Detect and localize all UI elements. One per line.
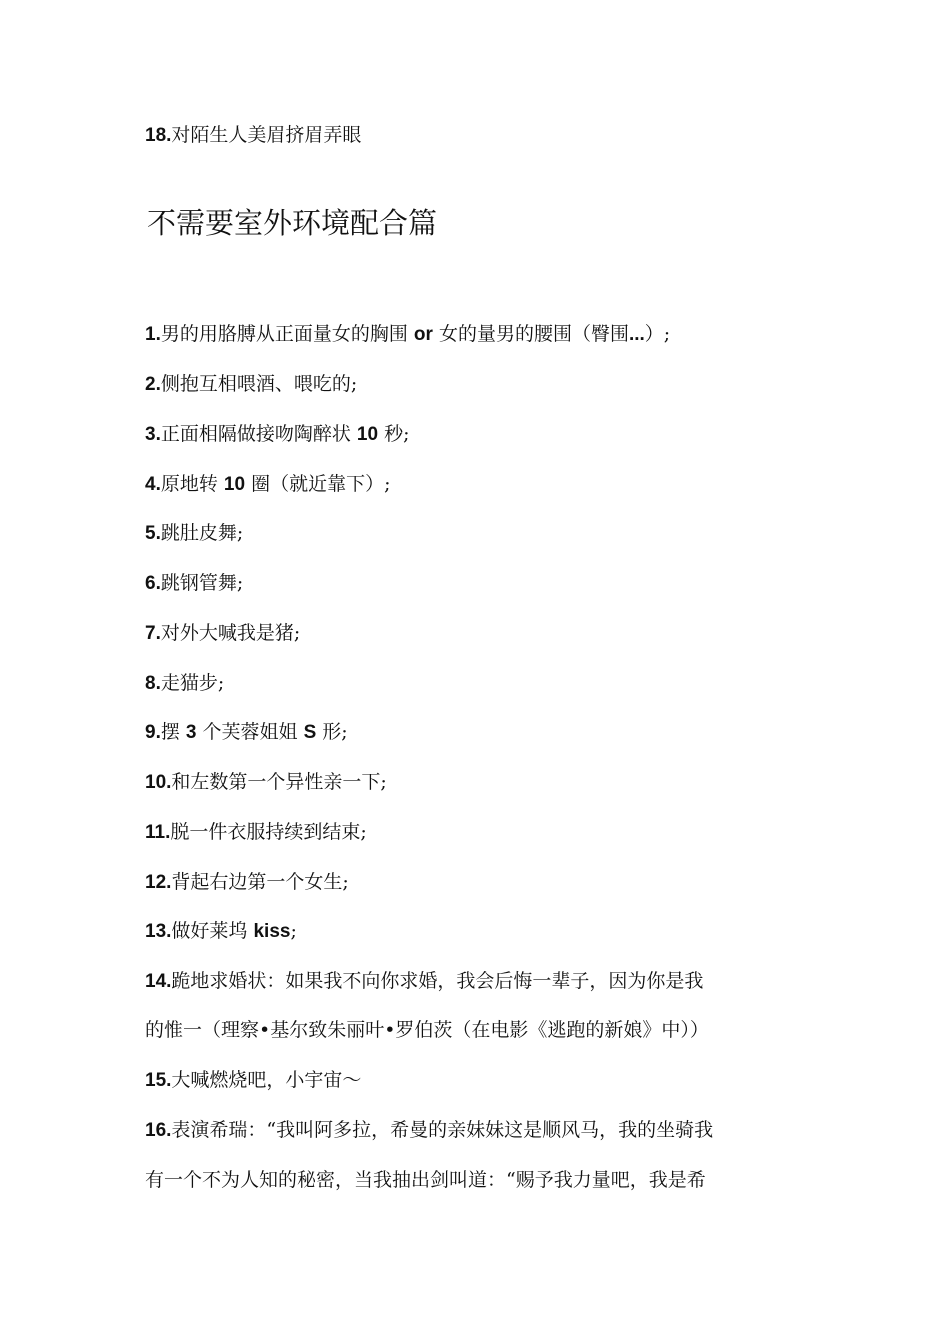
item-text: 的惟一（理察•基尔致朱丽叶•罗伯茨（在电影《逃跑的新娘》中）） xyxy=(145,1019,709,1041)
item-text-number: 10 xyxy=(356,424,379,445)
list-item-10 xyxy=(145,757,815,808)
item-text: 和左数第一个异性亲一下; xyxy=(171,771,387,793)
item-text: 原地转 xyxy=(160,473,224,495)
list-item-2 xyxy=(145,359,815,410)
item-text-latin: or xyxy=(413,324,433,345)
item-text-ellipsis: ... xyxy=(628,324,645,345)
item-text: 跳钢管舞; xyxy=(160,572,244,594)
item-number: 9. xyxy=(145,722,161,743)
item-text: 女的量男的腰围（臀围 xyxy=(432,323,629,345)
item-number: 18. xyxy=(145,125,172,146)
item-text: 圈（就近靠下）; xyxy=(245,473,391,495)
item-text: 个芙蓉姐姐 xyxy=(196,721,304,743)
item-text: 形; xyxy=(316,721,348,743)
section-heading: 不需要室外环境配合篇 xyxy=(147,206,438,240)
list-item-11 xyxy=(145,807,815,858)
item-number: 12. xyxy=(145,872,172,893)
item-text: 正面相隔做接吻陶醉状 xyxy=(160,423,357,445)
item-text: 做好莱坞 xyxy=(171,920,254,942)
item-text: 跪地求婚状：如果我不向你求婚，我会后悔一辈子，因为你是我 xyxy=(171,970,704,992)
item-number: 16. xyxy=(145,1120,172,1141)
item-text: 摆 xyxy=(160,721,186,743)
item-number: 6. xyxy=(145,573,161,594)
list-item-5 xyxy=(145,508,815,559)
item-text: 跳肚皮舞; xyxy=(160,522,244,544)
item-text: 男的用胳膊从正面量女的胸围 xyxy=(160,323,414,345)
list-item-4 xyxy=(145,459,815,510)
item-text: 侧抱互相喂酒、喂吃的; xyxy=(160,373,358,395)
item-text: 脱一件衣服持续到结束; xyxy=(170,821,367,843)
list-item-12 xyxy=(145,857,815,908)
item-text: 秒; xyxy=(378,423,410,445)
item-text: 走猫步; xyxy=(160,672,225,694)
list-item-8 xyxy=(145,658,815,709)
list-item-1 xyxy=(145,309,815,360)
item-text: 表演希瑞：“我叫阿多拉，希曼的亲妹妹这是顺风马，我的坐骑我 xyxy=(171,1119,714,1141)
list-item-18 xyxy=(145,110,815,161)
item-text-number: 3 xyxy=(185,722,197,743)
list-item-13 xyxy=(145,906,815,957)
list-item-6 xyxy=(145,558,815,609)
item-text: 对陌生人美眉挤眉弄眼 xyxy=(171,124,362,146)
item-number: 10. xyxy=(145,772,172,793)
item-number: 4. xyxy=(145,474,161,495)
item-text: ; xyxy=(290,920,297,942)
list-item-16-continuation xyxy=(145,1155,815,1205)
item-number: 11. xyxy=(145,822,171,843)
item-number: 7. xyxy=(145,623,161,644)
list-item-7 xyxy=(145,608,815,659)
item-number: 15. xyxy=(145,1070,172,1091)
list-item-14 xyxy=(145,956,815,1007)
item-text: 大喊燃烧吧，小宇宙～ xyxy=(171,1069,362,1091)
list-item-16 xyxy=(145,1105,815,1156)
item-number: 2. xyxy=(145,374,161,395)
item-text: 对外大喊我是猪; xyxy=(160,622,301,644)
item-number: 13. xyxy=(145,921,172,942)
list-item-9 xyxy=(145,707,815,758)
item-number: 8. xyxy=(145,673,161,694)
item-number: 1. xyxy=(145,324,161,345)
item-number: 14. xyxy=(145,971,172,992)
item-number: 3. xyxy=(145,424,161,445)
item-number: 5. xyxy=(145,523,161,544)
item-text-number: 10 xyxy=(223,474,246,495)
item-text: ）; xyxy=(644,323,671,345)
item-text: 有一个不为人知的秘密，当我抽出剑叫道：“赐予我力量吧，我是希 xyxy=(145,1169,706,1191)
list-item-3 xyxy=(145,409,815,460)
list-item-15 xyxy=(145,1055,815,1106)
item-text-latin: S xyxy=(303,722,317,743)
item-text-latin: kiss xyxy=(253,921,291,942)
list-item-14-continuation xyxy=(145,1005,815,1055)
item-text: 背起右边第一个女生; xyxy=(171,871,349,893)
